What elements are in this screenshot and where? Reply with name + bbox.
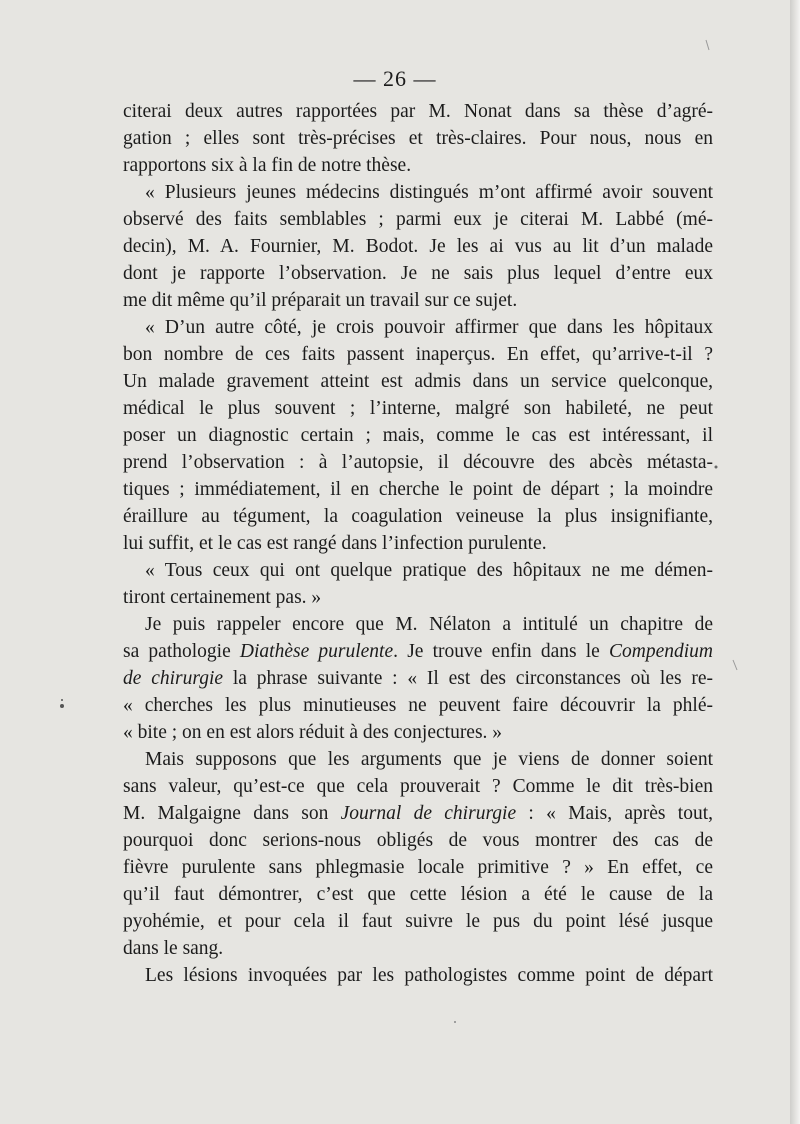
text-line: « cherches les plus minutieuses ne peuvent faire découvrir la phlé- bbox=[123, 695, 713, 716]
text-line: bon nombre de ces faits passent inaperçus. En effet, qu’arrive-t-il ? bbox=[123, 344, 713, 365]
text-line: qu’il faut démontrer, c’est que cette lésion a été le cause de la bbox=[123, 884, 713, 905]
italic-title: Journal de chirurgie bbox=[340, 803, 517, 824]
text-line: pourquoi donc serions-nous obligés de vous montrer des cas de bbox=[123, 830, 713, 851]
italic-title: Diathèse purulente bbox=[239, 641, 394, 662]
text-line: pyohémie, et pour cela il faut suivre le pus du point lésé jusque bbox=[123, 911, 713, 932]
page-number: — 26 — bbox=[353, 66, 437, 91]
ink-speck bbox=[715, 466, 718, 469]
text-line: « D’un autre côté, je crois pouvoir affirmer que dans les hôpitaux bbox=[145, 317, 713, 338]
text-line: me dit même qu’il préparait un travail sur ce sujet. bbox=[123, 290, 518, 311]
italic-title: Compendium bbox=[609, 641, 713, 662]
text-line: tiques ; immédiatement, il en cherche le point de départ ; la moindre bbox=[123, 479, 713, 500]
text-segment: . Je trouve enfin dans le bbox=[393, 641, 609, 662]
text-line: « bite ; on en est alors réduit à des conjectures. » bbox=[123, 722, 503, 743]
text-line: citerai deux autres rapportées par M. Nonat dans sa thèse d’agré- bbox=[123, 101, 713, 122]
ink-mark bbox=[733, 660, 737, 670]
body-text bbox=[123, 98, 713, 989]
text-line bbox=[123, 800, 713, 827]
text-segment: : « Mais, après tout, bbox=[516, 803, 714, 824]
text-line: prend l’observation : à l’autopsie, il découvre des abcès métasta- bbox=[123, 452, 713, 473]
text-line: fièvre purulente sans phlegmasie locale primitive ? » En effet, ce bbox=[123, 857, 713, 878]
text-line: « Plusieurs jeunes médecins distingués m’ont affirmé avoir souvent bbox=[145, 182, 713, 203]
text-line: éraillure au tégument, la coagulation veineuse la plus insignifiante, bbox=[123, 506, 713, 527]
ink-mark bbox=[706, 40, 709, 50]
text-line: Un malade gravement atteint est admis dans un service quelconque, bbox=[123, 371, 713, 392]
text-line: « Tous ceux qui ont quelque pratique des hôpitaux ne me démen- bbox=[145, 560, 713, 581]
text-line: poser un diagnostic certain ; mais, comme le cas est intéressant, il bbox=[123, 425, 713, 446]
italic-title: de chirurgie bbox=[123, 668, 224, 689]
text-line: decin), M. A. Fournier, M. Bodot. Je les ai vus au lit d’un malade bbox=[123, 236, 713, 257]
text-line: Les lésions invoquées par les pathologistes comme point de départ bbox=[145, 965, 713, 986]
text-line: sans valeur, qu’est-ce que cela prouverait ? Comme le dit très-bien bbox=[123, 776, 713, 797]
text-line: Mais supposons que les arguments que je viens de donner soient bbox=[145, 749, 713, 770]
text-line: tiront certainement pas. » bbox=[123, 587, 322, 608]
text-line: gation ; elles sont très-précises et très-claires. Pour nous, nous en bbox=[123, 128, 713, 149]
text-segment: la phrase suivante : « Il est des circonstances où les re- bbox=[223, 668, 713, 689]
text-line: dans le sang. bbox=[123, 938, 224, 959]
text-line bbox=[123, 611, 713, 638]
page-edge bbox=[790, 0, 800, 1124]
text-line: médical le plus souvent ; l’interne, malgré son habileté, ne peut bbox=[123, 398, 713, 419]
ink-speck bbox=[60, 704, 64, 708]
text-segment: M. Malgaigne dans son bbox=[123, 803, 341, 824]
text-line: observé des faits semblables ; parmi eux je citerai M. Labbé (mé- bbox=[123, 209, 713, 230]
ink-speck bbox=[454, 1021, 456, 1023]
text-line bbox=[123, 638, 713, 665]
text-segment: sa pathologie bbox=[123, 641, 240, 662]
text-segment: Je puis rappeler encore que M. Nélaton a intitulé un chapitre de bbox=[145, 614, 713, 635]
text-line: rapportons six à la fin de notre thèse. bbox=[123, 155, 412, 176]
text-line: dont je rapporte l’observation. Je ne sais plus lequel d’entre eux bbox=[123, 263, 713, 284]
ink-speck bbox=[61, 699, 63, 701]
text-line bbox=[123, 665, 713, 692]
text-line: lui suffit, et le cas est rangé dans l’infection purulente. bbox=[123, 533, 547, 554]
